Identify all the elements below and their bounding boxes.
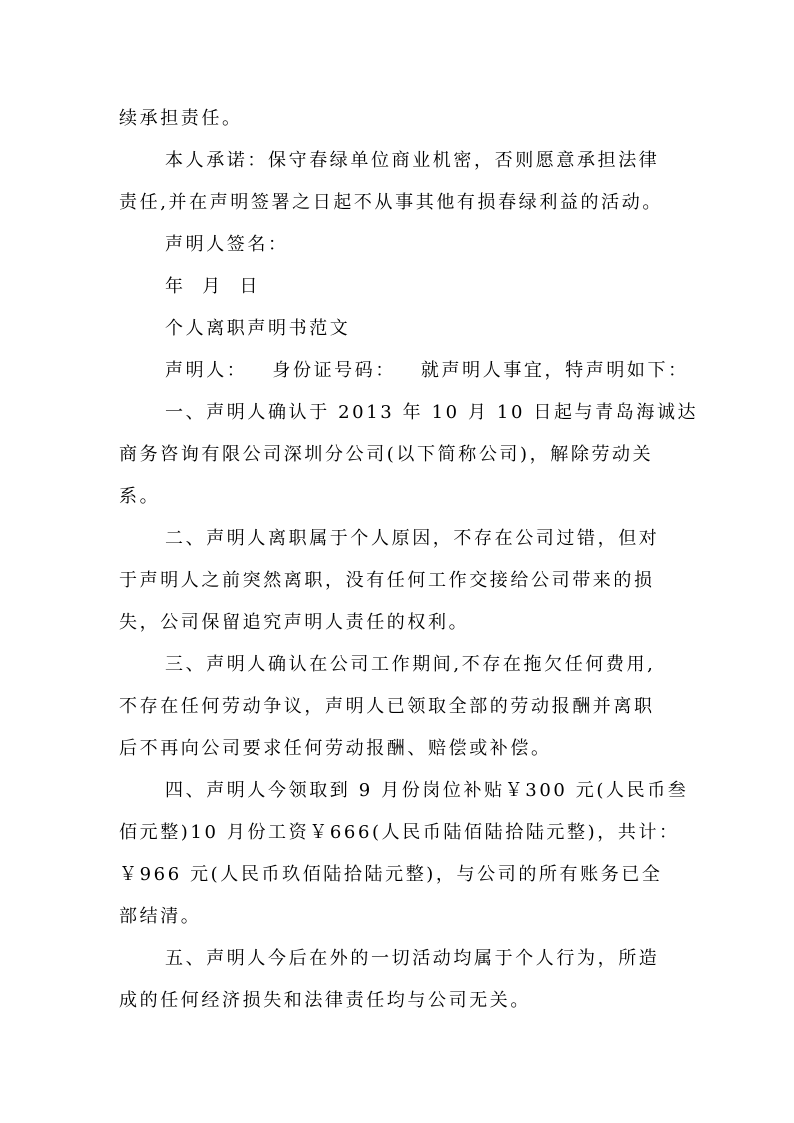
text-line: 失，公司保留追究声明人责任的权利。 <box>119 612 470 633</box>
text-line: 后不再向公司要求任何劳动报酬、赔偿或补偿。 <box>119 738 552 759</box>
text-line: 佰元整)10 月份工资￥666(人民币陆佰陆拾陆元整)，共计： <box>119 822 680 843</box>
date-line: 年 月 日 <box>165 276 261 297</box>
text-line: 不存在任何劳动争议，声明人已领取全部的劳动报酬并离职 <box>119 696 655 717</box>
text-line: 于声明人之前突然离职，没有任何工作交接给公司带来的损 <box>119 570 655 591</box>
text-line: 续承担责任。 <box>119 108 243 129</box>
section-title: 个人离职声明书范文 <box>165 318 351 339</box>
text-line: 系。 <box>119 486 161 507</box>
text-line: 成的任何经济损失和法律责任均与公司无关。 <box>119 990 531 1011</box>
text-line: 二、声明人离职属于个人原因，不存在公司过错，但对 <box>165 528 660 549</box>
text-line: 一、声明人确认于 2013 年 10 月 10 日起与青岛海诚达 <box>165 402 699 423</box>
document-body <box>119 98 699 1022</box>
text-line: 三、声明人确认在公司工作期间,不存在拖欠任何费用, <box>165 654 656 675</box>
text-line: 商务咨询有限公司深圳分公司(以下简称公司)，解除劳动关 <box>119 444 654 465</box>
text-line: ￥966 元(人民币玖佰陆拾陆元整)，与公司的所有账务已全 <box>119 864 663 885</box>
text-line: 声明人： 身份证号码： 就声明人事宜，特声明如下： <box>165 360 689 381</box>
text-line: 本人承诺：保守春绿单位商业机密，否则愿意承担法律 <box>165 150 660 171</box>
signature-label: 声明人签名： <box>165 234 289 255</box>
text-line: 部结清。 <box>119 906 202 927</box>
text-line: 五、声明人今后在外的一切活动均属于个人行为，所造 <box>165 948 660 969</box>
text-line: 四、声明人今领取到 9 月份岗位补贴￥300 元(人民币叁 <box>165 780 689 801</box>
text-line: 责任,并在声明签署之日起不从事其他有损春绿利益的活动。 <box>119 192 663 213</box>
